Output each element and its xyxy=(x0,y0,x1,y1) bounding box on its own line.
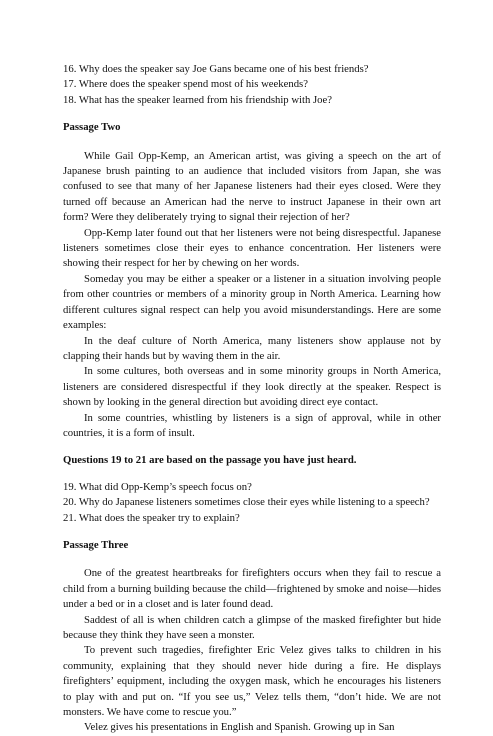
question-16: 16. Why does the speaker say Joe Gans became one of his best friends? xyxy=(63,63,369,75)
question-21: 21. What does the speaker try to explain? xyxy=(63,511,240,524)
passage-three-heading: Passage Three xyxy=(63,538,129,551)
question-20: 20. Why do Japanese listeners sometimes close their eyes while listening to a speech? xyxy=(63,496,430,509)
passage-two-heading: Passage Two xyxy=(63,121,121,134)
document-page xyxy=(63,62,441,736)
question-17: 17. Where does the speaker spend most of his weekends? xyxy=(63,78,308,91)
passage-three-paragraph: Velez gives his presentations in English and Spanish. Growing up in San xyxy=(84,721,395,734)
passage-two-paragraph: Someday you may be either a speaker or a listener in a situation involving people from other countries or members of a minority group in North America. Learning how different cultures signal respect can help you avoid misunderstandings. Here are some examples: xyxy=(63,272,441,332)
question-19: 19. What did Opp-Kemp’s speech focus on? xyxy=(63,480,252,493)
passage-two-paragraph: In some cultures, both overseas and in some minority groups in North America, listeners are considered disrespectful if they look directly at the speaker. Respect is shown by looking in the general direction but avoiding direct eye contact. xyxy=(63,365,441,409)
question-18: 18. What has the speaker learned from his friendship with Joe? xyxy=(63,93,332,106)
passage-three-paragraph: Saddest of all is when children catch a glimpse of the masked firefighter but hide because they think they have seen a monster. xyxy=(63,613,441,641)
questions-19-21-heading: Questions 19 to 21 are based on the passage you have just heard. xyxy=(63,454,357,467)
passage-three-paragraph: One of the greatest heartbreaks for firefighters occurs when they fail to rescue a child from a burning building because the child—frightened by smoke and noise—hides under a bed or in a closet and is later found dead. xyxy=(63,567,441,611)
passage-two-paragraph: In some countries, whistling by listeners is a sign of approval, while in other countries, it is a form of insult. xyxy=(63,411,441,439)
passage-three-paragraph: To prevent such tragedies, firefighter Eric Velez gives talks to children in his community, explaining that they should never hide during a fire. He displays firefighters’ equipment, including the oxygen mask, which he encourages his listeners to play with and put on. “If you see us,” Velez tells them, “don’t hide. We are not monsters. We have come to rescue you.” xyxy=(63,644,441,719)
passage-two-paragraph: While Gail Opp-Kemp, an American artist, was giving a speech on the art of Japanese brush painting to an audience that included visitors from Japan, she was confused to see that many of her Japanese listeners had their eyes closed. Were they turned off because an American had the nerve to instruct Japanese in their own art form? Were they deliberately trying to signal their rejection of her? xyxy=(63,149,441,224)
passage-two-paragraph: In the deaf culture of North America, many listeners show applause not by clapping their hands but by waving them in the air. xyxy=(63,334,441,362)
passage-two-paragraph: Opp-Kemp later found out that her listeners were not being disrespectful. Japanese listeners sometimes close their eyes to enhance concentration. Her listeners were showing their respect for her by chewing on her words. xyxy=(63,226,441,270)
